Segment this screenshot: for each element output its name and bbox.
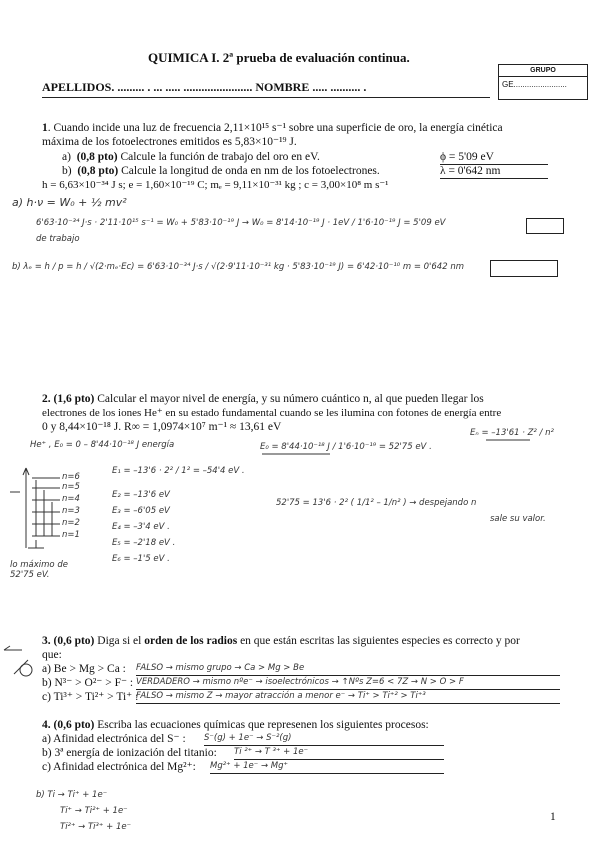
q2-energy-6: E₆ = –1'5 eV . <box>112 554 170 564</box>
q4b-answer-field[interactable]: Ti ²⁺ → T ³⁺ + 1e⁻ <box>234 746 444 760</box>
q2-level-n2: n=2 <box>62 518 80 528</box>
q1-statement-line2: máxima de los fotoelectrones emitidos es 5,83×10⁻¹⁹ J. <box>42 136 297 148</box>
q1b-label: b) <box>62 165 72 177</box>
q3a-label: a) Be > Mg > Ca : <box>42 663 126 675</box>
q4-handwritten-3: Ti²⁺ → Ti³⁺ + 1e⁻ <box>60 822 132 832</box>
q1-handwritten-b1: b) λₑ = h / p = h / √(2·mₑ·Ec) = 6'63·10⁻³⁴ J·s / √(2·9'11·10⁻³¹ kg · 5'83·10⁻¹⁹ J) = 6'42·10⁻¹⁰ m = 0'642 nm <box>12 262 464 272</box>
q4a-answer-field[interactable]: S⁻(g) + 1e⁻ → S⁻²(g) <box>204 732 444 746</box>
page-title: QUIMICA I. 2ª prueba de evaluación continua. <box>148 50 410 65</box>
q1-constants: h = 6,63×10⁻³⁴ J s; e = 1,60×10⁻¹⁹ C; mₑ = 9,11×10⁻³¹ kg ; c = 3,00×10⁸ m s⁻¹ <box>42 179 389 191</box>
q2-handwritten-3: Eₙ = –13'61 · Z² / n² <box>470 428 554 438</box>
q3b-answer-field[interactable]: VERDADERO → mismo nºe⁻ → isoelectrónicos → ↑Nºs Z=6 < 7Z → N > O > F <box>136 676 560 690</box>
q3a-answer-field[interactable]: FALSO → mismo grupo → Ca > Mg > Be <box>136 662 560 676</box>
q1b-points: (0,8 pto) <box>77 165 119 177</box>
q2-handwritten-equation: 52'75 = 13'6 · 2² ( 1/1² – 1/n² ) → despejando n <box>276 498 477 508</box>
q2-energy-5: E₅ = –2'18 eV . <box>112 538 176 548</box>
q4-points: (0,6 pto) <box>53 719 95 731</box>
q1-handwritten-a1: a) h·ν = W₀ + ½ mv² <box>12 196 127 209</box>
q4-handwritten-1: b) Ti → Ti⁺ + 1e⁻ <box>36 790 108 800</box>
q3-statement-line1 <box>42 634 520 648</box>
q2-level-n6: n=6 <box>62 472 80 482</box>
q3b-label: b) N³⁻ > O²⁻ > F⁻ : <box>42 677 134 689</box>
q2-level-n5: n=5 <box>62 482 80 492</box>
q2-handwritten-2: E₀ = 8'44·10⁻¹⁸ J / 1'6·10⁻¹⁹ = 52'75 eV . <box>260 442 432 452</box>
q3c-label: c) Ti³⁺ > Ti²⁺ > Ti⁺ : <box>42 691 139 703</box>
q2-level-n4: n=4 <box>62 494 80 504</box>
q1a-label: a) <box>62 151 71 163</box>
q2-level-n3: n=3 <box>62 506 80 516</box>
q4-statement <box>42 718 429 732</box>
q3-statement-line2: que: <box>42 649 62 661</box>
q2-statement-line3: 0 y 8,44×10⁻¹⁸ J. R∞ = 1,0974×10⁷ m⁻¹ ≈ 13,61 eV <box>42 421 282 433</box>
q3-text-bold: orden de los radios <box>144 635 238 647</box>
q2-energy-3: E₃ = –6'05 eV <box>112 506 170 516</box>
q3c-answer-field[interactable]: FALSO → mismo Z → mayor atracción a menor e⁻ → Ti⁺ > Ti⁺² > Ti⁺³ <box>136 690 560 704</box>
q2-energy-1: E₁ = –13'6 · 2² / 1² = –54'4 eV . <box>112 466 245 476</box>
page-number: 1 <box>550 811 556 823</box>
q4a-label: a) Afinidad electrónica del S⁻ : <box>42 733 186 745</box>
q1a-text: Calcule la función de trabajo del oro en eV. <box>120 151 320 163</box>
q1a-answer-field[interactable]: ϕ = 5'09 eV <box>440 150 548 165</box>
q3-points: (0,6 pto) <box>53 635 95 647</box>
q4-number: 4. <box>42 719 51 731</box>
q2-handwritten-left-note: lo máximo de 52'75 eV. <box>10 560 68 580</box>
q1-handwritten-a3: de trabajo <box>36 234 80 244</box>
q3-text1: Diga si el <box>97 635 142 647</box>
q4c-label: c) Afinidad electrónica del Mg²⁺: <box>42 761 196 773</box>
q4-handwritten-2: Ti⁺ → Ti²⁺ + 1e⁻ <box>60 806 128 816</box>
q3-number: 3. <box>42 635 51 647</box>
q2-level-n1: n=1 <box>62 530 80 540</box>
q1-text1: . Cuando incide una luz de frecuencia 2,11×10¹⁵ s⁻¹ sobre una superficie de oro, la energía cinética <box>47 122 503 134</box>
q2-energy-4: E₄ = –3'4 eV . <box>112 522 170 532</box>
q2-handwritten-equation2: sale su valor. <box>490 514 546 524</box>
q1-handwritten-a2: 6'63·10⁻³⁴ J·s · 2'11·10¹⁵ s⁻¹ = W₀ + 5'83·10⁻¹⁹ J → W₀ = 8'14·10⁻¹⁹ J · 1eV / 1'6·10⁻¹⁹ J = 5'09 eV <box>36 218 446 228</box>
q4-text: Escriba las ecuaciones químicas que represenen los siguientes procesos: <box>97 719 429 731</box>
q4c-answer-field[interactable]: Mg²⁺ + 1e⁻ → Mg⁺ <box>210 760 444 774</box>
q2-handwritten-1: He⁺ , E₀ = 0 – 8'44·10⁻¹⁸ J energía <box>30 440 175 450</box>
q2-points: (1,6 pto) <box>53 393 95 405</box>
q2-text1: Calcular el mayor nivel de energía, y su número cuántico n, al que pueden llegar los <box>97 393 484 405</box>
q1b-answer-field[interactable]: λ = 0'642 nm <box>440 164 548 179</box>
q4b-label: b) 3ª energía de ionización del titanio: <box>42 747 217 759</box>
q3-text2: en que están escritas las siguientes especies es correcto y por <box>240 635 520 647</box>
q1-number: 1 <box>42 122 48 134</box>
grupo-label: GRUPO <box>499 65 587 77</box>
q1a-points: (0,8 pto) <box>76 151 118 163</box>
apellidos-nombre-line: APELLIDOS. ......... . ... ..... ....................... NOMBRE ..... .......... . <box>42 80 367 94</box>
grupo-value: GE........................ <box>502 80 567 89</box>
q2-number: 2. <box>42 393 51 405</box>
q2-statement-line2: electrones de los iones He⁺ en su estado fundamental cuando se les ilumina con fotones de energía entre <box>42 407 502 419</box>
q2-energy-2: E₂ = –13'6 eV <box>112 490 170 500</box>
q1b-text: Calcule la longitud de onda en nm de los fotoelectrones. <box>121 165 380 177</box>
